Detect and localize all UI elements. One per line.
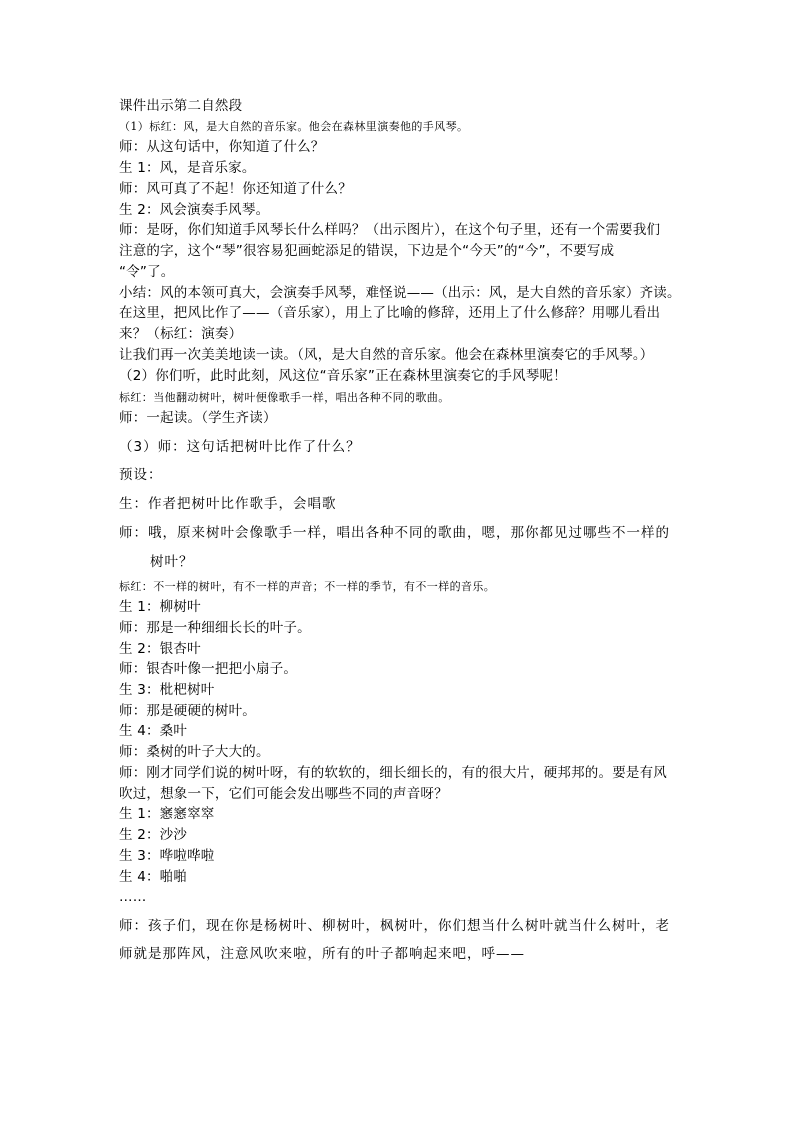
doc-line: 师就是那阵风，注意风吹来啦，所有的叶子都响起来吧，呼——: [119, 946, 525, 962]
doc-line: 预设：: [119, 467, 163, 483]
doc-line: 生：作者把树叶比作歌手，会唱歌: [119, 496, 337, 512]
doc-line: 注意的字，这个“琴”很容易犯画蛇添足的错误，下边是个“今天”的“今”，不要写成: [119, 243, 615, 259]
doc-line-highlight-1: （1）标红：风，是大自然的音乐家。他会在森林里演奏他的手风琴。: [119, 120, 469, 133]
doc-line-highlight-2: 标红：当他翻动树叶，树叶便像歌手一样，唱出各种不同的歌曲。: [119, 391, 450, 404]
doc-line: 来？（标红：演奏）: [119, 326, 243, 342]
doc-line-heading: 课件出示第二自然段: [119, 98, 243, 114]
doc-line: 吹过，想象一下，它们可能会发出哪些不同的声音呀？: [119, 786, 448, 802]
doc-line: 生 4：桑叶: [119, 723, 188, 739]
doc-line: 师：孩子们，现在你是杨树叶、柳树叶，枫树叶，你们想当什么树叶就当什么树叶，老: [119, 918, 670, 934]
doc-line: 师：银杏叶像一把把小扇子。: [119, 661, 298, 677]
doc-line: （2）你们听，此时此刻，风这位“音乐家”正在森林里演奏它的手风琴呢！: [119, 368, 567, 384]
doc-line: 师：桑树的叶子大大的。: [119, 744, 270, 760]
doc-line: 在这里，把风比作了——（音乐家），用上了比喻的修辞，还用上了什么修辞？用哪儿看出: [119, 305, 661, 321]
doc-line: 生 3：枇杷树叶: [119, 682, 215, 698]
doc-line-highlight-3: 标红：不一样的树叶，有不一样的声音；不一样的季节，有不一样的音乐。: [119, 580, 496, 593]
doc-line: 师：风可真了不起！你还知道了什么？: [119, 181, 352, 197]
doc-line: 生 1：柳树叶: [119, 599, 201, 615]
doc-line: 生 3：哗啦哗啦: [119, 848, 215, 864]
doc-line: 师：一起读。（学生齐读）: [119, 410, 277, 426]
doc-line: （3）师：这句话把树叶比作了什么？: [119, 439, 361, 455]
doc-line: 让我们再一次美美地读一读。（风，是大自然的音乐家。他会在森林里演奏它的手风琴。）: [119, 347, 654, 363]
doc-line: 生 2：沙沙: [119, 827, 188, 843]
doc-line: 师：是呀，你们知道手风琴长什么样吗？（出示图片），在这个句子里，还有一个需要我们: [119, 222, 661, 238]
doc-line: “令”了。: [119, 264, 175, 280]
doc-line: 师：那是一种细细长长的叶子。: [119, 620, 311, 636]
doc-line-summary: 小结：风的本领可真大，会演奏手风琴，难怪说——（出示：风，是大自然的音乐家）齐读。: [119, 285, 681, 301]
doc-line: 树叶？: [150, 554, 194, 570]
doc-line: 师：哦，原来树叶会像歌手一样，唱出各种不同的歌曲，嗯，那你都见过哪些不一样的: [119, 525, 670, 541]
doc-line: 师：从这句话中，你知道了什么？: [119, 139, 325, 155]
doc-line: 生 1：窸窸窣窣: [119, 806, 215, 822]
doc-line: 师：那是硬硬的树叶。: [119, 703, 256, 719]
doc-line: 生 1：风，是音乐家。: [119, 160, 256, 176]
doc-line: 生 2：风会演奏手风琴。: [119, 202, 270, 218]
doc-line: 生 2：银杏叶: [119, 641, 201, 657]
doc-line-ellipsis: ……: [119, 889, 147, 905]
doc-line: 师：刚才同学们说的树叶呀，有的软软的，细长细长的，有的很大片，硬邦邦的。要是有风: [119, 765, 667, 781]
doc-line: 生 4：啪啪: [119, 869, 188, 885]
